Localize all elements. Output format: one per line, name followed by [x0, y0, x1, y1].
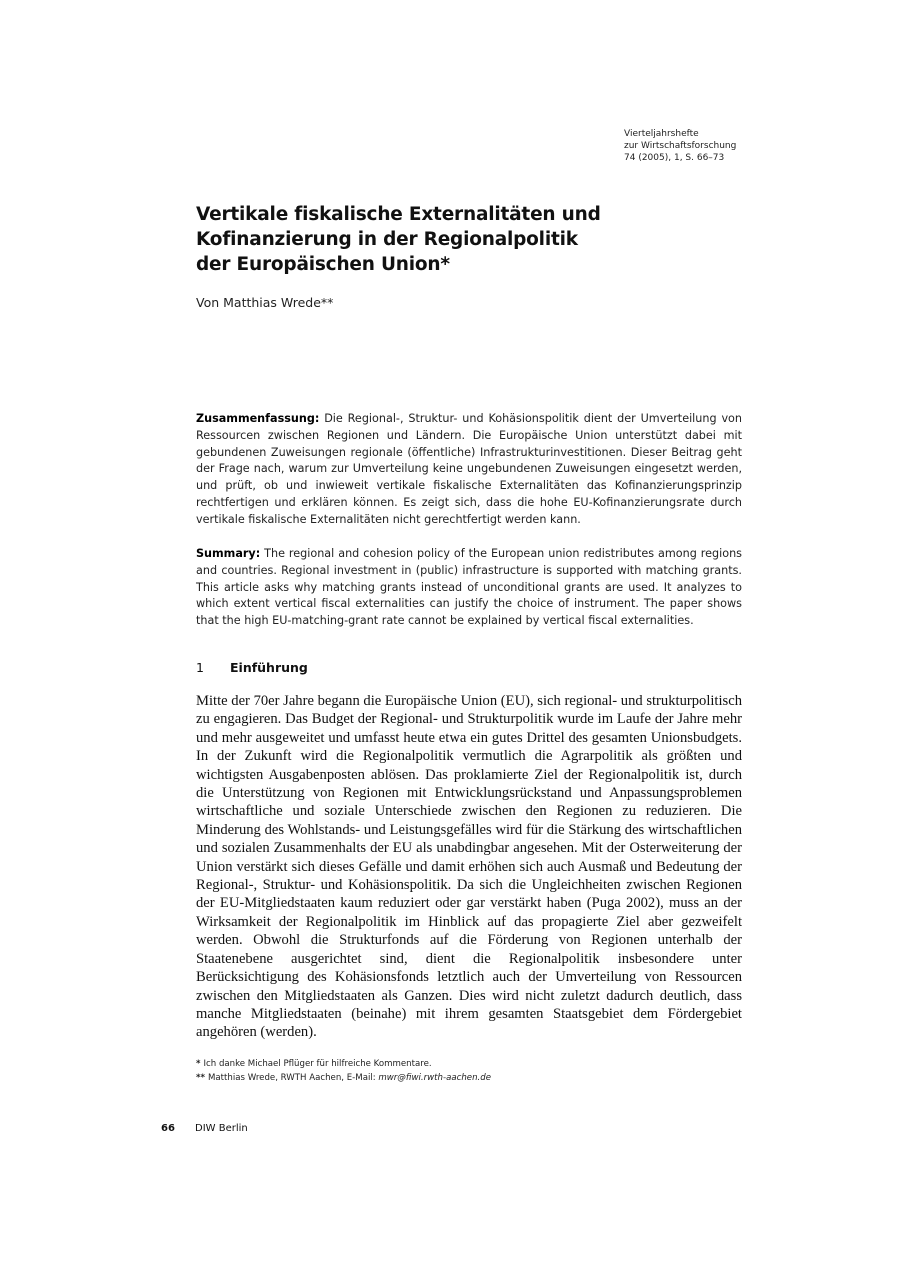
footnote-1: [196, 1057, 742, 1071]
abstract-english: [196, 546, 742, 630]
title-line-3: der Europäischen Union*: [196, 254, 450, 275]
footnotes: [196, 1057, 742, 1085]
publisher-name: DIW Berlin: [195, 1123, 248, 1134]
title-line-1: Vertikale fiskalische Externalitäten und: [196, 204, 601, 225]
footnote-2-mark: **: [196, 1073, 205, 1083]
section-title: Einführung: [230, 660, 308, 675]
abstract-german: [196, 411, 742, 529]
abstract-german-text: Die Regional-, Struktur- und Kohäsionspolitik dient der Umverteilung von Ressourcen zwischen Regionen und Ländern. Die Europäische Union unterstützt dabei mit gebundenen Zuweisungen regionale (öffentliche) Infrastrukturinvestitionen. Dieser Beitrag geht der Frage nach, warum zur Umverteilung keine ungebundenen Zuweisungen eingesetzt werden, und prüft, ob und inwieweit vertikale fiskalische Externalitäten das Kofinanzierungsprinzip rechtfertigen und erklären können. Es zeigt sich, dass die hohe EU-Kofinanzierungsrate durch vertikale fiskalische Externalitäten nicht gerechtfertigt werden kann.: [196, 412, 742, 526]
footnote-1-mark: *: [196, 1059, 201, 1069]
abstract-english-text: The regional and cohesion policy of the European union redistributes among regions and countries. Regional investment in (public) infrastructure is supported with matching grants. This article asks why matching grants instead of unconditional grants are used. It analyzes to which extent vertical fiscal externalities can justify the choice of instrument. The paper shows that the high EU-matching-grant rate cannot be explained by vertical fiscal externalities.: [196, 547, 742, 628]
author-email-link[interactable]: mwr@fiwi.rwth-aachen.de: [378, 1073, 491, 1083]
journal-info: [624, 128, 824, 164]
footnote-2-text: Matthias Wrede, RWTH Aachen, E-Mail:: [208, 1073, 376, 1083]
section-heading: [196, 660, 308, 675]
footnote-1-text: Ich danke Michael Pflüger für hilfreiche Kommentare.: [203, 1059, 432, 1069]
abstract-english-label: Summary:: [196, 547, 261, 560]
page-footer: [161, 1123, 248, 1134]
journal-name-line1: Vierteljahrshefte: [624, 129, 699, 139]
abstract-german-label: Zusammenfassung:: [196, 412, 320, 425]
page-number: 66: [161, 1123, 175, 1134]
journal-issue: 74 (2005), 1, S. 66–73: [624, 153, 725, 163]
title-line-2: Kofinanzierung in der Regionalpolitik: [196, 229, 578, 250]
journal-name-line2: zur Wirtschaftsforschung: [624, 141, 737, 151]
article-title: [196, 202, 676, 277]
author-line: Von Matthias Wrede**: [196, 295, 334, 310]
footnote-2: [196, 1071, 742, 1085]
section-number: 1: [196, 660, 204, 675]
body-paragraph: Mitte der 70er Jahre begann die Europäische Union (EU), sich regional- und strukturpolitisch zu engagieren. Das Budget der Regional- und Strukturpolitik wurde im Laufe der Jahre mehr und mehr ausgeweitet und umfasst heute etwa ein gutes Drittel des gesamten Unionsbudgets. In der Zukunft wird die Regionalpolitik vermutlich die Agrarpolitik als größten und wichtigsten Ausgabenposten ablösen. Das proklamierte Ziel der Regionalpolitik ist, durch die Unterstützung von Regionen mit Entwicklungsrückstand und Anpassungsproblemen wirtschaftliche und soziale Unterschiede zwischen den Regionen zu reduzieren. Die Minderung des Wohlstands- und Leistungsgefälles wird für die Stärkung des wirtschaftlichen und sozialen Zusammenhalts der EU als unabdingbar angesehen. Mit der Osterweiterung der Union verstärkt sich dieses Gefälle und damit erhöhen sich auch Ausmaß und Bedeutung der Regional-, Struktur- und Kohäsionspolitik. Da sich die Ungleichheiten zwischen Regionen der EU-Mitgliedstaaten kaum reduziert oder gar verstärkt haben (Puga 2002), muss an der Wirksamkeit der Regionalpolitik im Hinblick auf das propagierte Ziel aber gezweifelt werden. Obwohl die Strukturfonds auf die Förderung von Regionen unterhalb der Staatenebene ausgerichtet sind, dient die Regionalpolitik insbesondere unter Berücksichtigung des Kohäsionsfonds letztlich auch der Umverteilung von Ressourcen zwischen den Mitgliedstaaten als Ganzen. Dies wird nicht zuletzt dadurch deutlich, dass manche Mitgliedstaaten (beinahe) mit ihrem gesamten Staatsgebiet dem Fördergebiet angehören (werden).: [196, 693, 742, 1041]
